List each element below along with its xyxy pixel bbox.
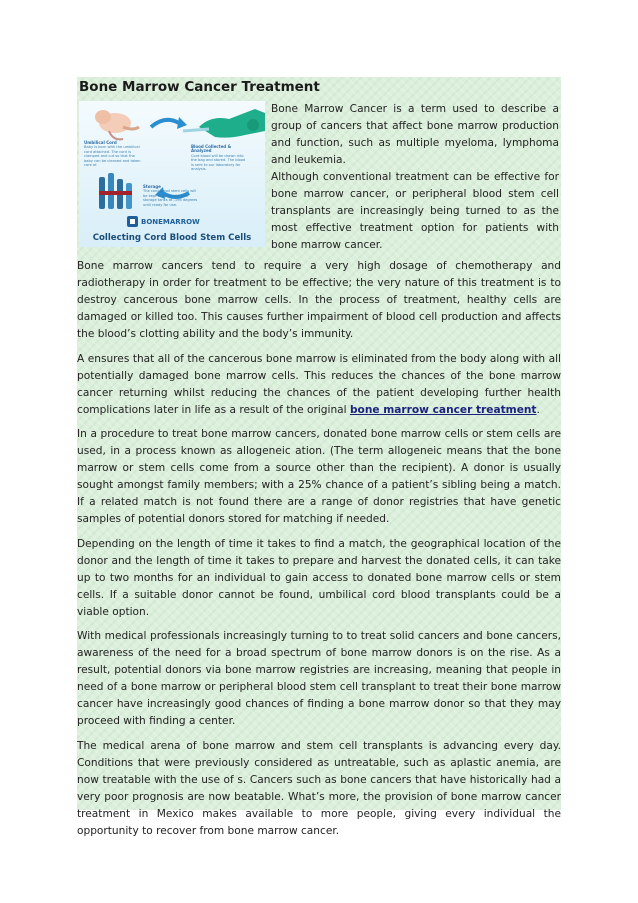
- body-paragraph-3: In a procedure to treat bone marrow cancers, donated bone marrow cells or stem cells are used, in a process known as allogeneic ation. (The term allogeneic means that the bone marrow or stem cells come from a source other than the recipient). A donor is usually sought amongst family members; with a 25% chance of a patient’s sibling being a match. If a related match is not found there are a range of donor registries that have genetic samples of potential donors stored for matching if needed.: [77, 428, 561, 525]
- figure-caption: Collecting Cord Blood Stem Cells: [92, 233, 252, 243]
- body-paragraph-2-text: A ensures that all of the cancerous bone marrow is eliminated from the body along with all potentially damaged bone marrow cells. This reduces the chances of the bone marrow cancer returning whilst reducing the chances of the patient developing further health complications later in life as a result of the original: [77, 352, 561, 416]
- figure-logo-text: BONEMARROW: [141, 218, 200, 226]
- intro-paragraph-1: Bone Marrow Cancer is a term used to describe a group of cancers that affect bone marrow production and function, such as multiple myeloma, lymphoma and leukemia.: [271, 103, 559, 166]
- intro-text-column: [271, 101, 559, 254]
- document-page: [77, 77, 561, 837]
- body-paragraph-2-end: .: [536, 403, 540, 416]
- body-paragraph-5: With medical professionals increasingly turning to to treat solid cancers and bone cancers, awareness of the need for a broad spectrum of bone marrow donors is on the rise. As a result, potential donors via bone marrow registries are increasing, meaning that people in need of a bone marrow or peripheral blood stem cell transplant to treat their bone marrow cancer have increasingly good chances of finding a bone marrow donor so that they may proceed with finding a center.: [77, 630, 561, 727]
- figure-label-umbilical: Umbilical Cord Baby is born with the umbilical cord attached. The cord is clamped and cut so that the baby can be cleaned and taken care of.: [84, 140, 141, 168]
- bonemarrow-logo-icon: [127, 216, 138, 227]
- body-paragraph-1: Bone marrow cancers tend to require a very high dosage of chemotherapy and radiotherapy in order for treatment to be effective; the very nature of this treatment is to destroy cancerous bone marrow cells. In the process of treatment, healthy cells are damaged or killed too. This causes further impairment of blood cell production and affects the blood’s clotting ability and the body’s immunity.: [77, 260, 561, 340]
- cord-blood-illustration: [79, 101, 265, 247]
- page-title: Bone Marrow Cancer Treatment: [79, 79, 320, 95]
- body-paragraph-4: Depending on the length of time it takes to find a match, the geographical location of the donor and the length of time it takes to prepare and harvest the donated cells, it can take up to two months for an individual to gain access to donated bone marrow cells or stem cells. If a suitable donor cannot be found, umbilical cord blood transplants could be a viable option.: [77, 537, 561, 618]
- treatment-link[interactable]: bone marrow cancer treatment: [349, 403, 537, 416]
- intro-paragraph-2: Although conventional treatment can be effective for bone marrow cancer, or peripheral blood stem cell transplants are increasingly being turned to as the most effective treatment option for patients with bone marrow cancer.: [271, 171, 559, 251]
- figure-label-storage: Storage The cord blood stem cells will be kept in liquid nitrogen storage tanks at -196 degrees until ready for use.: [143, 184, 198, 207]
- figure-label-collected: Blood Collected & Analyzed Cord blood will be drawn into the bag and stored. The blood is sent to our laboratory for analysis.: [191, 144, 246, 172]
- body-text: [77, 258, 561, 847]
- body-paragraph-6: The medical arena of bone marrow and stem cell transplants is advancing every day. Conditions that were previously considered as untreatable, such as aplastic anemia, are now treatable with the use of s. Cancers such as bone cancers that have historically had a very poor prognosis are now beatable. What’s more, the provision of bone marrow cancer treatment in Mexico makes available to more people, giving every individual the opportunity to recover from bone marrow cancer.: [77, 739, 561, 837]
- body-paragraph-2: [77, 351, 561, 419]
